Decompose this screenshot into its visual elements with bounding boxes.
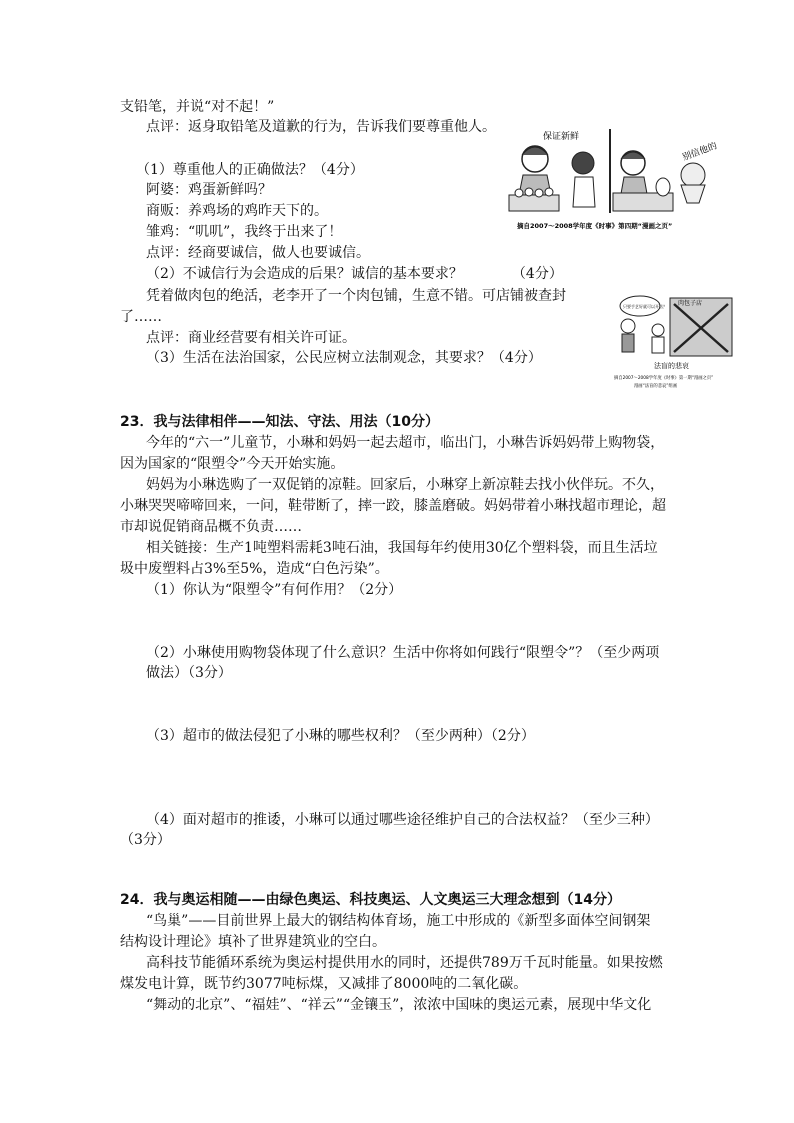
cartoon-egg-seller — [503, 125, 739, 235]
shop-sign: 肉包子店 — [678, 300, 703, 307]
question-line: （1）尊重他人的正确做法？（4分） — [136, 162, 364, 178]
seller-hat — [522, 147, 548, 155]
text-line: “舞动的北京”、“福娃”、“祥云”“金镶玉”，浓浓中国味的奥运元素，展现中华文化 — [146, 997, 652, 1013]
seller-hat-2 — [621, 152, 645, 159]
dialogue-line: 雏鸡：“叽叽”，我终于出来了！ — [146, 224, 343, 240]
cook-head — [652, 324, 664, 336]
question-line: （4）面对超市的推诿，小琳可以通过哪些途径维护自己的合法权益？（至少三种） — [146, 812, 659, 828]
chick-head — [681, 163, 705, 187]
bubble-text: 只要手艺好就可以开店？ — [623, 304, 667, 309]
question-line: （2）不诚信行为会造成的后果？诚信的基本要求？ （4分） — [146, 266, 563, 282]
question-line: （3）超市的做法侵犯了小琳的哪些权利？（至少两种）（2分） — [146, 728, 535, 744]
egg — [535, 189, 543, 197]
egg-hatching — [656, 178, 670, 196]
grandma-head — [572, 152, 594, 174]
cartoon-credit-2: 漫画“法盲的悲哀”组画 — [634, 384, 678, 389]
cartoon-meat-bun-shop — [612, 290, 740, 392]
cartoon-credit: 摘自2007～2008学年度《时事》第四期“漫画之页” — [517, 222, 673, 230]
cartoon-meat-bun-shop-drawing — [612, 290, 740, 392]
text-line: 结构设计理论》填补了世界建筑业的空白。 — [120, 934, 386, 950]
question-line: （3分） — [120, 832, 171, 848]
question-line: 做法）（3分） — [146, 665, 232, 681]
question-24-heading: 24．我与奥运相随——由绿色奥运、科技奥运、人文奥运三大理念想到（14分） — [120, 892, 621, 908]
text-line: 圾中废塑料占3%至5%，造成“白色污染”。 — [120, 561, 389, 577]
comment-line: 点评：商业经营要有相关许可证。 — [146, 330, 356, 346]
grandma-body — [573, 177, 595, 207]
text-line: 小琳哭哭啼啼回来，一问，鞋带断了，摔一跤，膝盖磨破。妈妈带着小琳找超市理论，超 — [120, 498, 666, 514]
dialogue-line: 商贩：养鸡场的鸡昨天下的。 — [146, 203, 328, 219]
text-line: 市却说促销商品概不负责…… — [120, 519, 302, 535]
dialogue-line: 阿婆：鸡蛋新鲜吗？ — [146, 182, 272, 198]
cartoon-title: 法盲的悲哀 — [654, 362, 689, 370]
cook-body — [652, 337, 664, 353]
egg-basket — [509, 195, 559, 211]
man-head — [621, 319, 635, 333]
text-line: 煤发电计算，既节约3077吨标煤，又减排了8000吨的二氧化碳。 — [120, 976, 528, 992]
question-line: （3）生活在法治国家，公民应树立法制观念，其要求？（4分） — [146, 350, 542, 366]
cartoon-credit-1: 摘自2007～2008学年度《时事》第一期“漫画之页” — [614, 376, 714, 381]
man-body — [622, 334, 634, 352]
text-line: 妈妈为小琳选购了一双促销的凉鞋。回家后，小琳穿上新凉鞋去找小伙伴玩。不久， — [146, 477, 664, 493]
text-line: “鸟巢”——目前世界上最大的钢结构体育场，施工中形成的《新型多面体空间钢架 — [146, 913, 651, 929]
left-caption: 保证新鲜 — [543, 132, 580, 142]
comment-line: 点评：返身取铅笔及道歉的行为，告诉我们要尊重他人。 — [146, 119, 496, 135]
question-line: （2）小琳使用购物袋体现了什么意识？生活中你将如何践行“限塑令”？（至少两项 — [146, 645, 660, 661]
question-line: （1）你认为“限塑令”有何作用？（2分） — [146, 582, 403, 598]
text-line: 相关链接：生产1吨塑料需耗3吨石油，我国每年约使用30亿个塑料袋，而且生活垃 — [146, 540, 658, 556]
egg — [515, 189, 523, 197]
egg — [525, 188, 533, 196]
text-line: 高科技节能循环系统为奥运村提供用水的同时，还提供789万千瓦时能量。如果按燃 — [146, 955, 663, 971]
text-line: 凭着做肉包的绝活，老李开了一个肉包铺，生意不错。可店铺被查封 — [146, 288, 566, 304]
comment-line: 点评：经商要诚信，做人也要诚信。 — [146, 245, 370, 261]
text-line: 支铅笔，并说“对不起！” — [120, 99, 275, 115]
egg — [545, 188, 553, 196]
text-line: 今年的“六一”儿童节，小琳和妈妈一起去超市，临出门，小琳告诉妈妈带上购物袋， — [146, 435, 665, 451]
cartoon-egg-seller-drawing — [503, 125, 739, 235]
text-line: 因为国家的“限塑令”今天开始实施。 — [120, 456, 345, 472]
right-caption: 别信他的 — [681, 141, 719, 164]
chick-body — [681, 185, 705, 203]
question-23-heading: 23．我与法律相伴——知法、守法、用法（10分） — [120, 414, 439, 430]
text-line: 了…… — [120, 309, 162, 325]
